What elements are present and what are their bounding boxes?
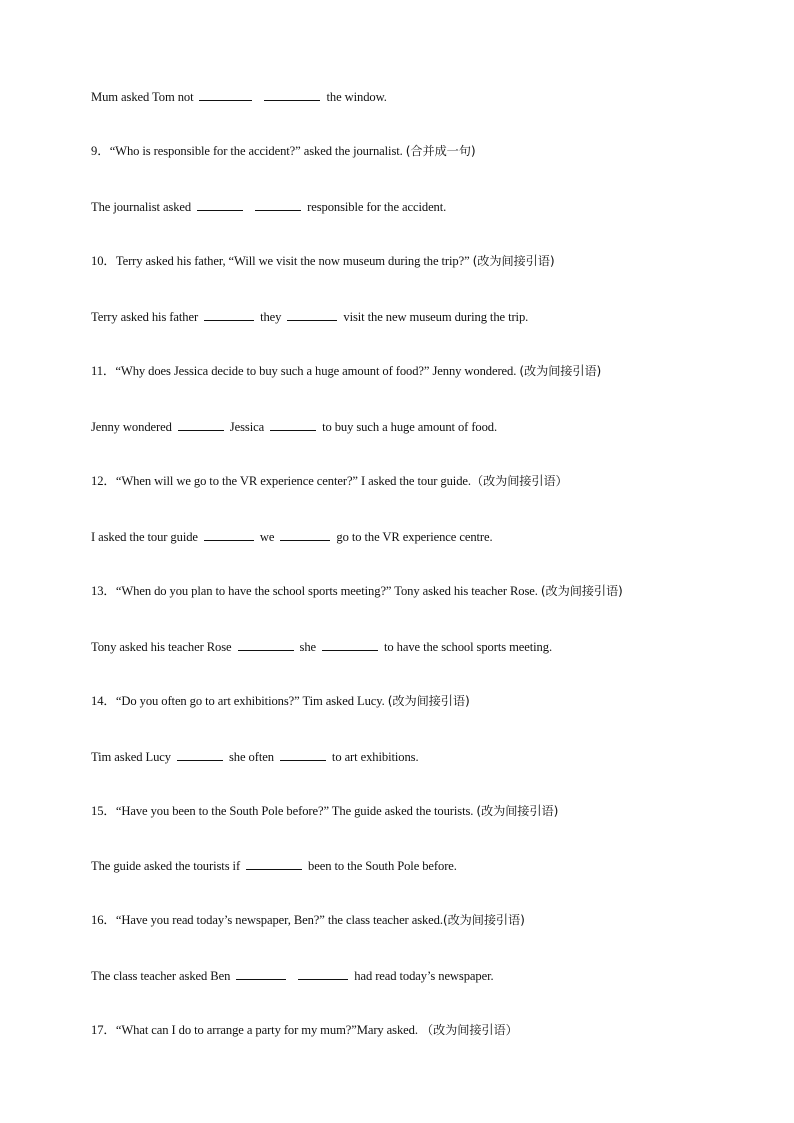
instruction-note: (改为间接引语): [472, 254, 555, 268]
blank[interactable]: [255, 198, 301, 211]
question-10: 10．Terry asked his father, “Will we visit the now museum during the trip?” (改为间接引语): [91, 254, 555, 268]
instruction-note: (改为间接引语): [442, 913, 525, 927]
question-16: 16．“Have you read today’s newspaper, Ben?” the class teacher asked.(改为间接引语): [91, 913, 525, 927]
blank[interactable]: [322, 638, 378, 651]
answer-line-11: Jenny wondered Jessica to buy such a huge amount of food.: [91, 420, 498, 434]
answer-line-15: The guide asked the tourists if been to the South Pole before.: [91, 859, 457, 873]
answer-line-9: The journalist asked responsible for the accident.: [91, 200, 447, 214]
blank[interactable]: [246, 857, 302, 870]
instruction-note: (合并成一句): [405, 144, 476, 158]
question-14: 14．“Do you often go to art exhibitions?” Tim asked Lucy. (改为间接引语): [91, 694, 470, 708]
answer-line-8: Mum asked Tom not the window.: [91, 90, 387, 104]
answer-line-13: Tony asked his teacher Rose she to have the school sports meeting.: [91, 640, 552, 654]
instruction-note: （改为间接引语）: [470, 474, 568, 488]
answer-line-16: The class teacher asked Ben had read today’s newspaper.: [91, 969, 494, 983]
blank[interactable]: [280, 748, 326, 761]
blank[interactable]: [280, 528, 330, 541]
answer-line-12: I asked the tour guide we go to the VR experience centre.: [91, 530, 493, 544]
question-17: 17．“What can I do to arrange a party for my mum?”Mary asked. （改为间接引语）: [91, 1023, 518, 1037]
blank[interactable]: [236, 967, 286, 980]
blank[interactable]: [177, 748, 223, 761]
blank[interactable]: [197, 198, 243, 211]
answer-line-14: Tim asked Lucy she often to art exhibitions.: [91, 750, 419, 764]
blank[interactable]: [238, 638, 294, 651]
instruction-note: （改为间接引语）: [420, 1023, 518, 1037]
blank[interactable]: [287, 308, 337, 321]
blank[interactable]: [204, 308, 254, 321]
question-11: 11．“Why does Jessica decide to buy such a huge amount of food?” Jenny wondered. (改为间接引语): [91, 364, 602, 378]
blank[interactable]: [178, 418, 224, 431]
blank[interactable]: [270, 418, 316, 431]
blank[interactable]: [199, 88, 252, 101]
instruction-note: (改为间接引语): [387, 694, 470, 708]
question-15: 15．“Have you been to the South Pole before?” The guide asked the tourists. (改为间接引语): [91, 804, 559, 818]
blank[interactable]: [298, 967, 348, 980]
blank[interactable]: [204, 528, 254, 541]
instruction-note: (改为间接引语): [540, 584, 623, 598]
question-9: 9．“Who is responsible for the accident?” asked the journalist. (合并成一句): [91, 144, 476, 158]
question-13: 13．“When do you plan to have the school sports meeting?” Tony asked his teacher Rose. (改为间接引语): [91, 584, 623, 598]
blank[interactable]: [264, 88, 320, 101]
instruction-note: (改为间接引语): [476, 804, 559, 818]
question-12: 12．“When will we go to the VR experience center?” I asked the tour guide.（改为间接引语）: [91, 474, 568, 488]
answer-line-10: Terry asked his father they visit the new museum during the trip.: [91, 310, 529, 324]
instruction-note: (改为间接引语): [519, 364, 602, 378]
